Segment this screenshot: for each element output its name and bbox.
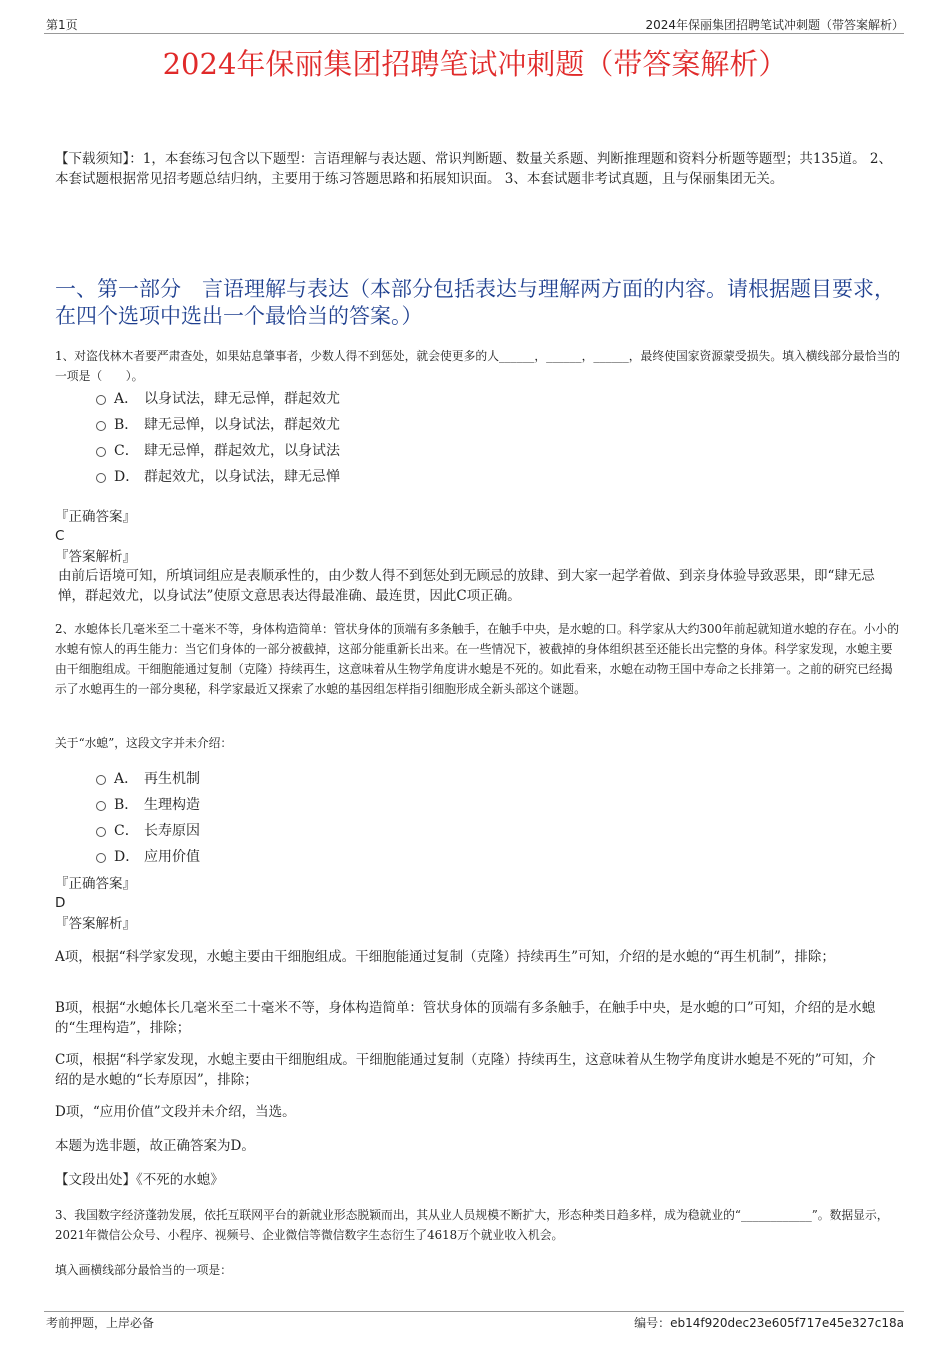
q2-stem: 2、水螅体长几毫米至二十毫米不等，身体构造简单：管状身体的顶端有多条触手，在触手中央，是水螅的口。科学家从大约300年前起就知道水螅的存在。小小的水螅有惊人的再生能力：当它们身体的一部分被截掉，这部分能重新长出来。在一些情况下，被截掉的身体组织甚至还能长出完整的身体。科学家发现，水螅主要由干细胞组成。干细胞能通过复制（克隆）持续再生，这意味着从生物学角度讲水螅是不死的。如此看来，水螅在动物王国中寿命之长排第一。之前的研究已经揭示了水螅再生的一部分奥秘，科学家最近又探索了水螅的基因组怎样指引细胞形成全新头部这个谜题。 xyxy=(55,622,900,696)
header-divider xyxy=(44,33,904,34)
q1-analysis: 由前后语境可知，所填词组应是表顺承性的，由少数人得不到惩处到无顾忌的放肆、到大家一起学着做、到亲身体验导致恶果，即“肆无忌惮，群起效尤，以身试法”使原文意思表达得最准确、最连贯，因此C项正确。 xyxy=(58,568,875,604)
q1-answer: C xyxy=(55,528,65,544)
page-title: 2024年保丽集团招聘笔试冲刺题（带答案解析） xyxy=(162,47,788,81)
radio-icon[interactable] xyxy=(96,421,106,431)
q2-analysis-d: D项，“应用价值”文段并未介绍，当选。 xyxy=(55,1104,296,1120)
radio-icon[interactable] xyxy=(96,395,106,405)
footer-divider xyxy=(44,1311,904,1312)
q2-source: 【文段出处】《不死的水螅》 xyxy=(55,1172,224,1188)
q2-analysis-b: B项，根据“水螅体长几毫米至二十毫米不等，身体构造简单：管状身体的顶端有多条触手，在触手中央，是水螅的口”可知，介绍的是水螅的“生理构造”，排除； xyxy=(55,1000,876,1036)
radio-icon[interactable] xyxy=(96,827,106,837)
q1-option-d[interactable]: D． 群起效尤，以身试法，肆无忌惮 xyxy=(96,463,340,489)
q1-option-a[interactable]: A． 以身试法，肆无忌惮，群起效尤 xyxy=(96,385,340,411)
q2-option-a[interactable]: A． 再生机制 xyxy=(96,765,200,791)
q2-conclusion: 本题为选非题，故正确答案为D。 xyxy=(55,1138,255,1154)
q2-prompt: 关于“水螅”，这段文字并未介绍： xyxy=(55,736,233,750)
q2-analysis-label: 『答案解析』 xyxy=(55,916,136,932)
q1-answer-label: 『正确答案』 xyxy=(55,509,136,525)
radio-icon[interactable] xyxy=(96,775,106,785)
q2-option-d[interactable]: D． 应用价值 xyxy=(96,843,200,869)
q2-option-b[interactable]: B． 生理构造 xyxy=(96,791,200,817)
footer-slogan: 考前押题，上岸必备 xyxy=(46,1316,155,1330)
download-notice: 【下载须知】：1，本套练习包含以下题型：言语理解与表达题、常识判断题、数量关系题、判断推理题和资料分析题等题型；共135道。 2、本套试题根据常见招考题总结归纳，主要用于练习答题思路和拓展知识面。 3、本套试题非考试真题，且与保丽集团无关。 xyxy=(55,151,892,187)
radio-icon[interactable] xyxy=(96,473,106,483)
radio-icon[interactable] xyxy=(96,447,106,457)
radio-icon[interactable] xyxy=(96,801,106,811)
q2-answer-label: 『正确答案』 xyxy=(55,876,136,892)
q2-analysis-c: C项，根据“科学家发现，水螅主要由干细胞组成。干细胞能通过复制（克隆）持续再生，这意味着从生物学角度讲水螅是不死的”可知，介绍的是水螅的“长寿原因”，排除； xyxy=(55,1052,876,1088)
q3-prompt: 填入画横线部分最恰当的一项是： xyxy=(55,1263,232,1277)
q1-option-b[interactable]: B． 肆无忌惮，以身试法，群起效尤 xyxy=(96,411,340,437)
q2-answer: D xyxy=(55,895,66,911)
q1-analysis-label: 『答案解析』 xyxy=(55,549,136,565)
footer-code: 编号：eb14f920dec23e605f717e45e327c18a xyxy=(634,1316,904,1330)
page-number: 第1页 xyxy=(46,18,78,32)
q1-stem: 1、对盗伐林木者要严肃查处，如果姑息肇事者，少数人得不到惩处，就会使更多的人______，______，______，最终使国家资源蒙受损失。填入横线部分最恰当的一项是（ ）。 xyxy=(55,349,901,383)
section-heading: 一、第一部分 言语理解与表达（本部分包括表达与理解两方面的内容。请根据题目要求，在四个选项中选出一个最恰当的答案。） xyxy=(55,277,895,328)
q2-option-c[interactable]: C． 长寿原因 xyxy=(96,817,200,843)
q2-analysis-a: A项，根据“科学家发现，水螅主要由干细胞组成。干细胞能通过复制（克隆）持续再生”可知，介绍的是水螅的“再生机制”，排除； xyxy=(55,949,835,965)
header-doc-title: 2024年保丽集团招聘笔试冲刺题（带答案解析） xyxy=(645,18,904,32)
q3-stem: 3、我国数字经济蓬勃发展，依托互联网平台的新就业形态脱颖而出，其从业人员规模不断扩大，形态种类日趋多样，成为稳就业的“____________”。数据显示，2021年微信公众号、小程序、视频号、企业微信等微信数字生态衍生了4618万个就业收入机会。 xyxy=(55,1208,889,1242)
radio-icon[interactable] xyxy=(96,853,106,863)
q1-option-c[interactable]: C． 肆无忌惮，群起效尤，以身试法 xyxy=(96,437,340,463)
